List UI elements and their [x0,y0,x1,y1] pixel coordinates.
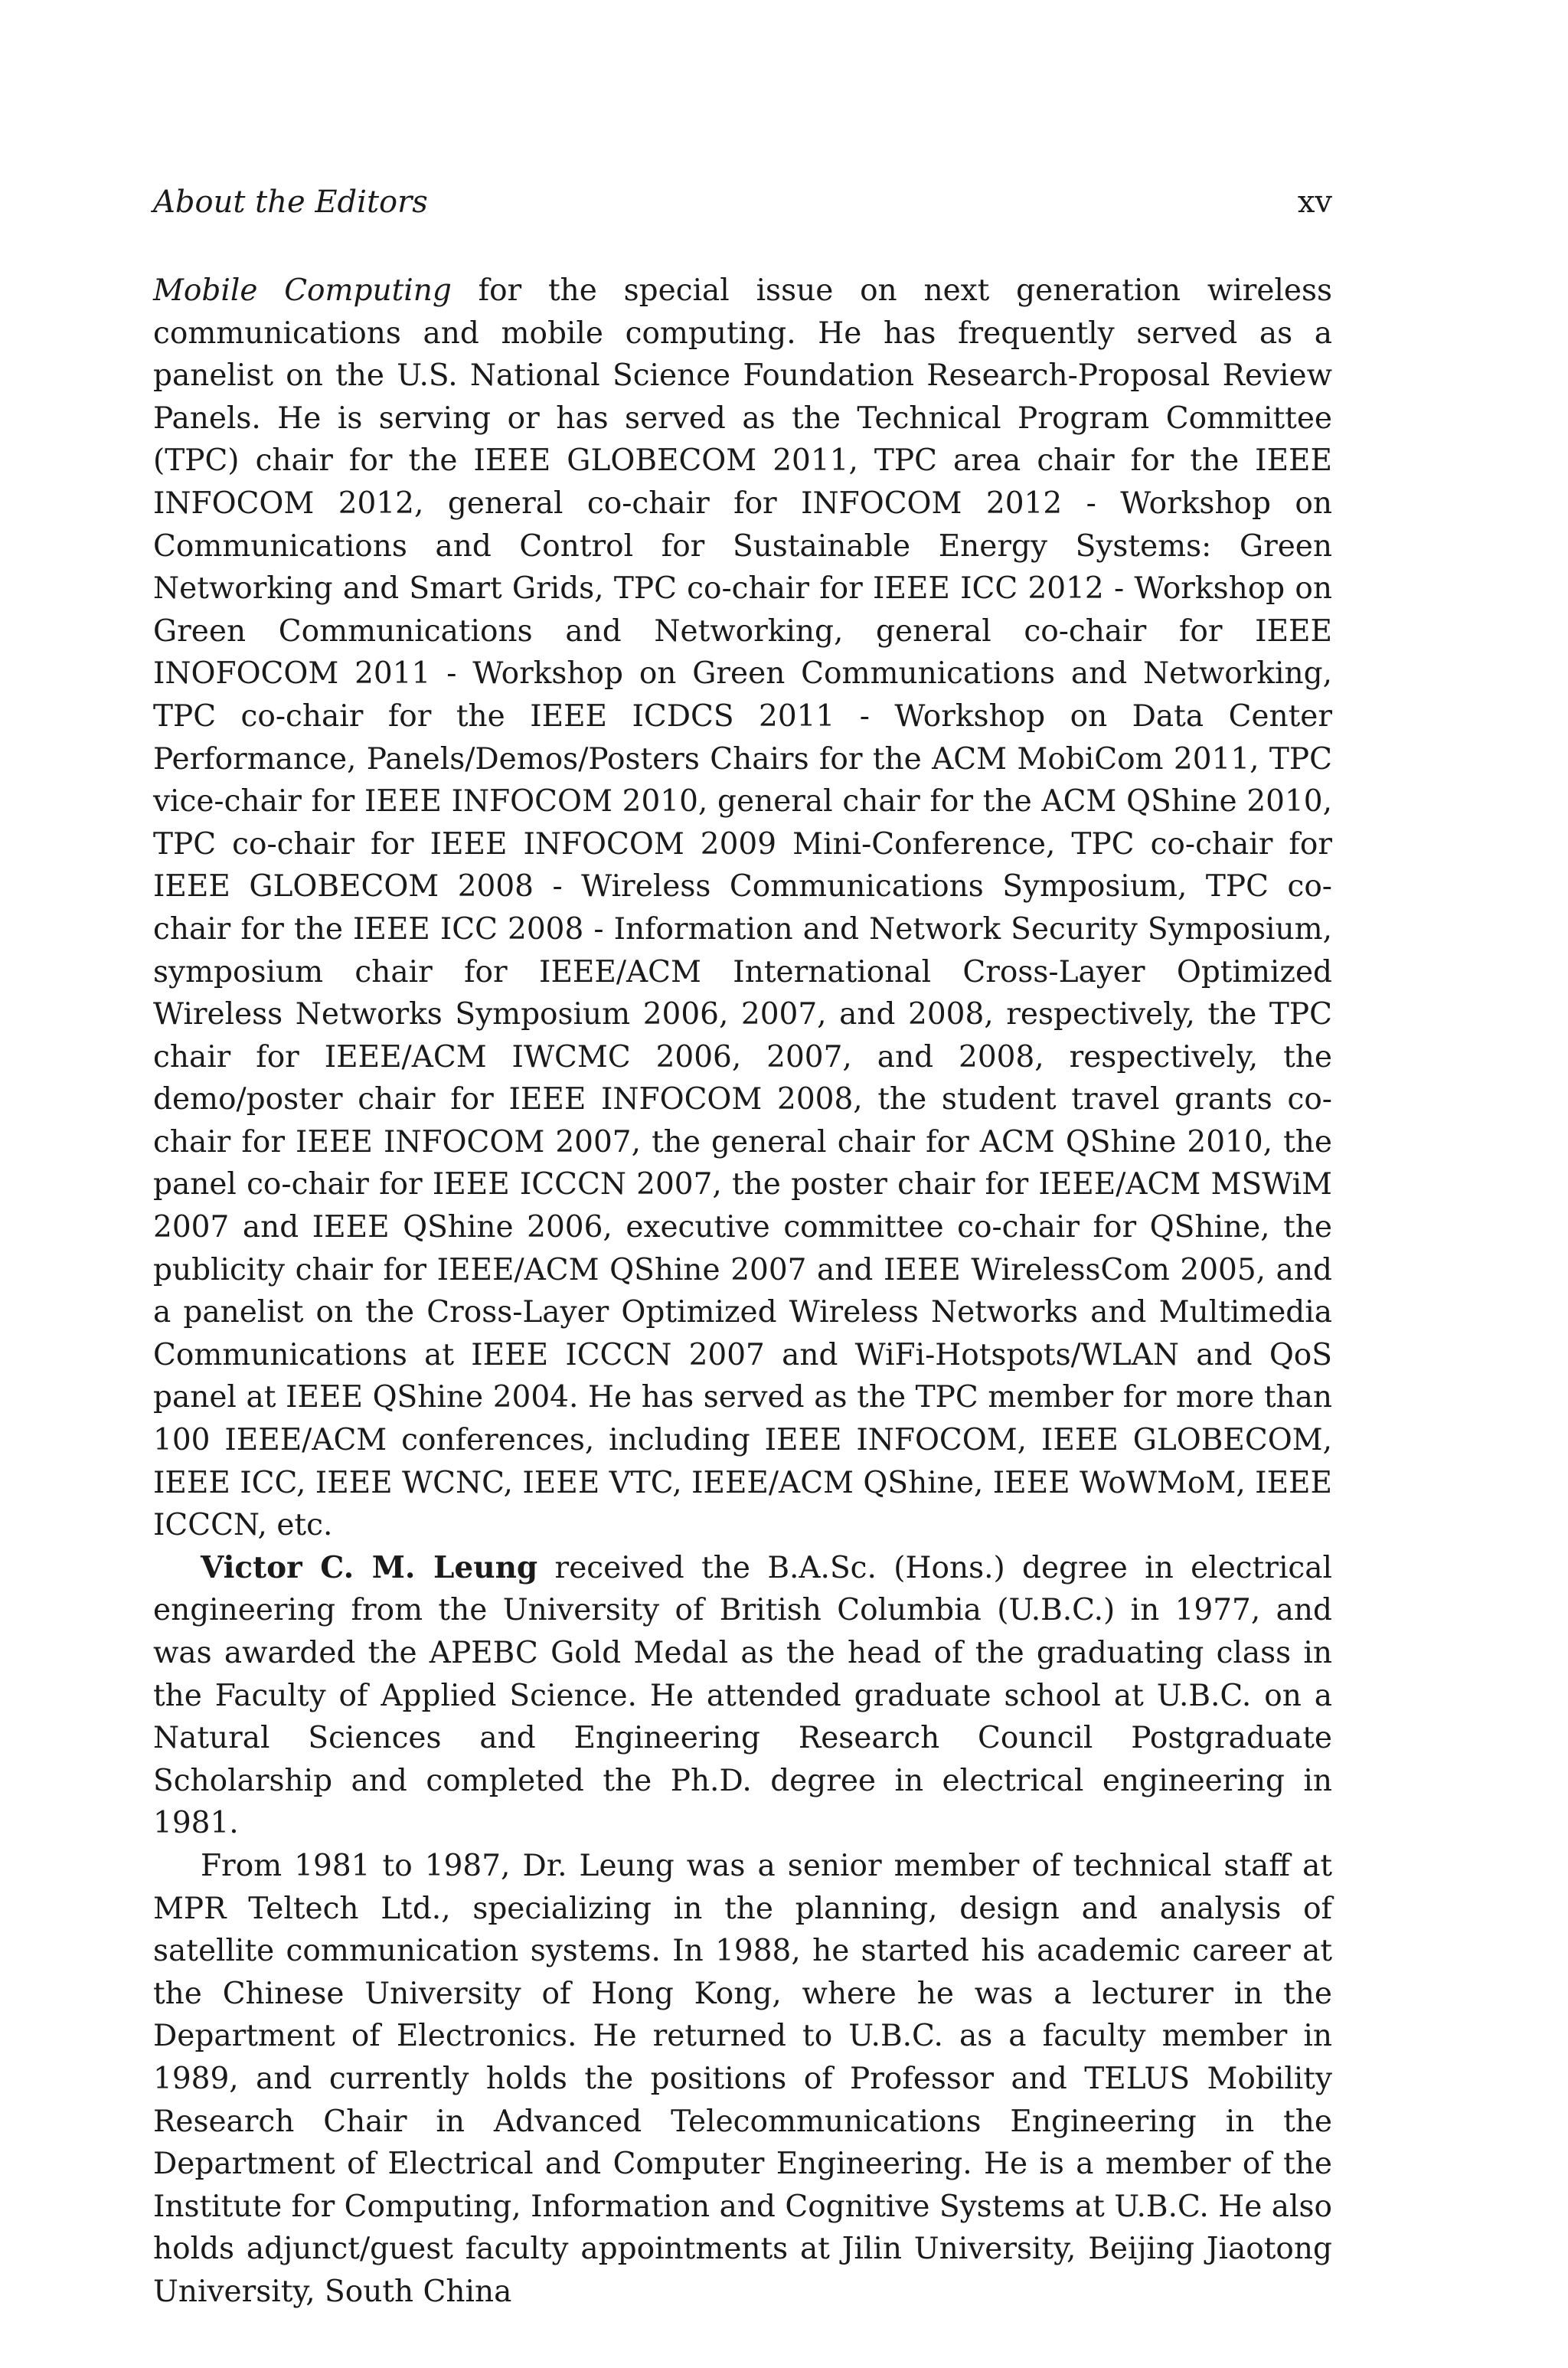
running-head-title: About the Editors [153,185,428,220]
body-text [153,270,1332,2314]
paragraph-leung-bio [153,1547,1332,1845]
editor-name: Victor C. M. Leung [201,1549,538,1585]
running-head [153,181,1332,224]
page-number: xv [1297,185,1332,220]
paragraph-text: for the special issue on next generation wireless communications and mobile computing. He has frequently served as a panelist on the U.S. National Science Foundation Research-Proposal Review Panels. He is serving or has served as the Technical Program Committee (TPC) chair for the IEEE GLOBECOM 2011, TPC area chair for the IEEE INFOCOM 2012, general co-chair for INFOCOM 2012 - Workshop on Communications and Control for Sustainable Energy Systems: Green Networking and Smart Grids, TPC co-chair for IEEE ICC 2012 - Workshop on Green Communications and Networking, general co-chair for IEEE INOFOCOM 2011 - Workshop on Green Communications and Networking, TPC co-chair for the IEEE ICDCS 2011 - Workshop on Data Center Performance, Panels/Demos/Posters Chairs for the ACM MobiCom 2011, TPC vice-chair for IEEE INFOCOM 2010, general chair for the ACM QShine 2010, TPC co-chair for IEEE INFOCOM 2009 Mini-Conference, TPC co-chair for IEEE GLOBECOM 2008 - Wireless Communications Symposium, TPC co-chair for the IEEE ICC 2008 - Information and Network Security Symposium, symposium chair for IEEE/ACM International Cross-Layer Optimized Wireless Networks Symposium 2006, 2007, and 2008, respectively, the TPC chair for IEEE/ACM IWCMC 2006, 2007, and 2008, respectively, the demo/poster chair for IEEE INFOCOM 2008, the student travel grants co-chair for IEEE INFOCOM 2007, the general chair for ACM QShine 2010, the panel co-chair for IEEE ICCCN 2007, the poster chair for IEEE/ACM MSWiM 2007 and IEEE QShine 2006, executive committee co-chair for QShine, the publicity chair for IEEE/ACM QShine 2007 and IEEE WirelessCom 2005, and a panelist on the Cross-Layer Optimized Wireless Networks and Multimedia Communications at IEEE ICCCN 2007 and WiFi-Hotspots/WLAN and QoS panel at IEEE QShine 2004. He has served as the TPC member for more than 100 IEEE/ACM conferences, including IEEE INFOCOM, IEEE GLOBECOM, IEEE ICC, IEEE WCNC, IEEE VTC, IEEE/ACM QShine, IEEE WoWMoM, IEEE ICCCN, etc. [153,273,1332,1543]
paragraph-text: From 1981 to 1987, Dr. Leung was a senior member of technical staff at MPR Teltech Ltd., specializing in the planning, design and analysis of satellite communication systems. In 1988, he started his academic career at the Chinese University of Hong Kong, where he was a lecturer in the Department of Electronics. He returned to U.B.C. as a faculty member in 1989, and currently holds the positions of Professor and TELUS Mobility Research Chair in Advanced Telecommunications Engineering in the Department of Electrical and Computer Engineering. He is a member of the Institute for Computing, Information and Cognitive Systems at U.B.C. He also holds adjunct/guest faculty appointments at Jilin University, Beijing Jiaotong University, South China [153,1848,1332,2309]
journal-title: Mobile Computing [153,273,452,308]
paragraph-text: received the B.A.Sc. (Hons.) degree in electrical engineering from the University of British Columbia (U.B.C.) in 1977, and was awarded the APEBC Gold Medal as the head of the graduating class in the Faculty of Applied Science. He attended graduate school at U.B.C. on a Natural Sciences and Engineering Research Council Postgraduate Scholarship and completed the Ph.D. degree in electrical engineering in 1981. [153,1550,1332,1841]
book-page [153,181,1332,2314]
paragraph-continued [153,270,1332,1547]
paragraph-leung-career [153,1845,1332,2314]
